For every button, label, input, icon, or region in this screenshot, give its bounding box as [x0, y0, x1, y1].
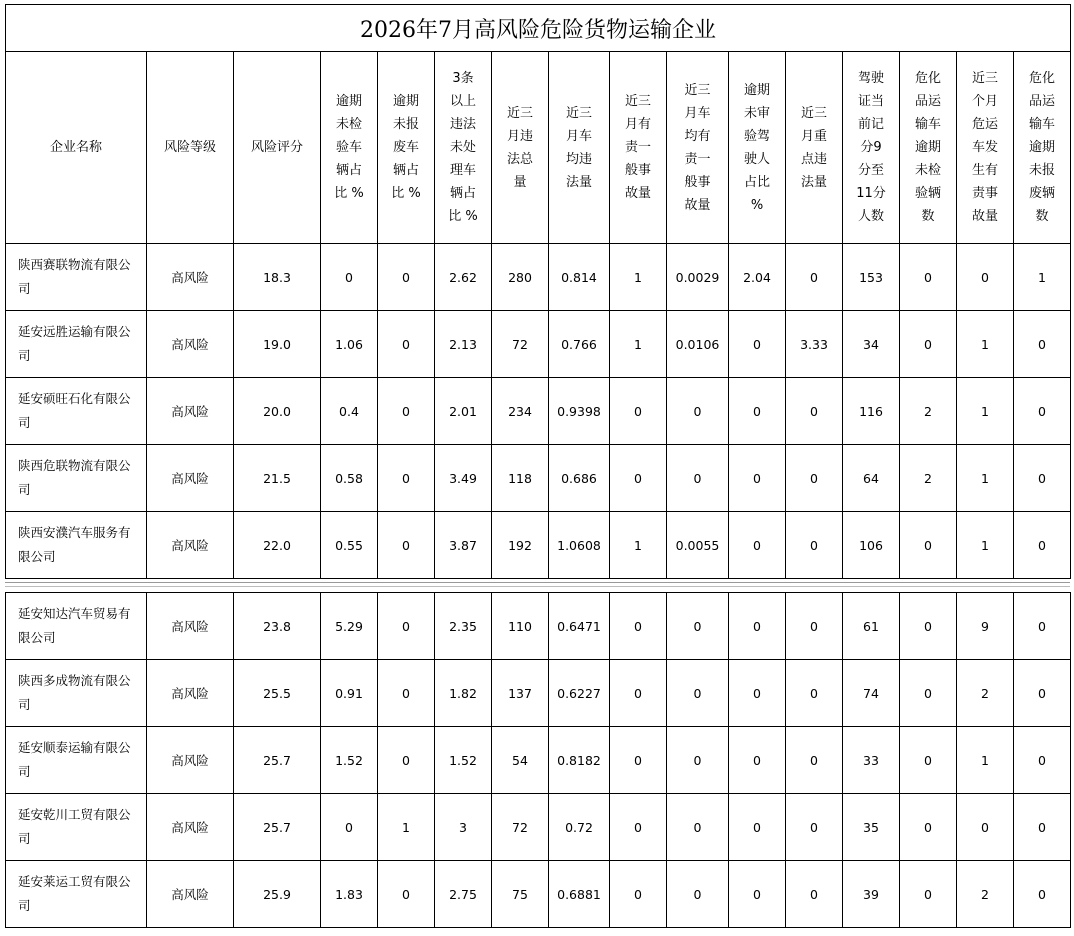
- value-cell: 0: [667, 660, 729, 727]
- value-cell: 0: [378, 311, 435, 378]
- value-cell: 1.82: [435, 660, 492, 727]
- risk-level-cell: 高风险: [147, 244, 234, 311]
- value-cell: 3.87: [435, 512, 492, 579]
- value-cell: 0: [667, 727, 729, 794]
- value-cell: 1.52: [435, 727, 492, 794]
- value-cell: 0: [900, 660, 957, 727]
- value-cell: 0: [786, 445, 843, 512]
- value-cell: 137: [492, 660, 549, 727]
- column-header-label: 近三月重点违法量: [800, 105, 827, 190]
- value-cell: 0: [786, 512, 843, 579]
- value-cell: 1: [610, 512, 667, 579]
- risk-level-cell: 高风险: [147, 445, 234, 512]
- table-row: [6, 512, 1071, 579]
- column-header-label: 驾驶证当前记分9分至11分人数: [856, 71, 886, 224]
- value-cell: 2.04: [729, 244, 786, 311]
- column-header-label: 近三月违法总量: [506, 105, 533, 190]
- risk-level-cell: 高风险: [147, 593, 234, 660]
- value-cell: 5.29: [321, 593, 378, 660]
- value-cell: 1.52: [321, 727, 378, 794]
- value-cell: 234: [492, 378, 549, 445]
- value-cell: 25.7: [234, 794, 321, 861]
- value-cell: 0: [1014, 593, 1071, 660]
- value-cell: 0: [786, 660, 843, 727]
- value-cell: 0.58: [321, 445, 378, 512]
- value-cell: 0: [729, 794, 786, 861]
- risk-level-cell: 高风险: [147, 660, 234, 727]
- risk-level-cell: 高风险: [147, 861, 234, 928]
- value-cell: 0: [729, 861, 786, 928]
- column-header-label: 近三月车均有责一般事故量: [684, 82, 711, 213]
- value-cell: 0.6881: [549, 861, 610, 928]
- value-cell: 0: [786, 861, 843, 928]
- company-name-cell: 陕西多成物流有限公司: [6, 660, 147, 727]
- value-cell: 0.814: [549, 244, 610, 311]
- value-cell: 1: [378, 794, 435, 861]
- value-cell: 2.01: [435, 378, 492, 445]
- value-cell: 0: [957, 794, 1014, 861]
- table-body-part2: [6, 593, 1071, 928]
- value-cell: 22.0: [234, 512, 321, 579]
- value-cell: 0.0029: [667, 244, 729, 311]
- value-cell: 72: [492, 311, 549, 378]
- value-cell: 0: [1014, 445, 1071, 512]
- value-cell: 0: [667, 445, 729, 512]
- column-header-6: [492, 52, 549, 244]
- column-header-label: 逾期未审验驾驶人占比 %: [743, 82, 770, 213]
- value-cell: 0.55: [321, 512, 378, 579]
- column-header-15: [1014, 52, 1071, 244]
- value-cell: 19.0: [234, 311, 321, 378]
- column-header-label: 近三月有责一般事故量: [624, 94, 651, 201]
- value-cell: 0.6471: [549, 593, 610, 660]
- risk-enterprise-table-continued: [5, 592, 1071, 928]
- value-cell: 0: [667, 794, 729, 861]
- column-header-0: [6, 52, 147, 244]
- value-cell: 0: [729, 593, 786, 660]
- header-row: [6, 52, 1071, 244]
- value-cell: 0: [610, 378, 667, 445]
- value-cell: 2: [900, 445, 957, 512]
- value-cell: 0: [667, 861, 729, 928]
- value-cell: 1: [957, 378, 1014, 445]
- value-cell: 0: [729, 660, 786, 727]
- value-cell: 0: [610, 727, 667, 794]
- value-cell: 3.33: [786, 311, 843, 378]
- report-sheet: [5, 4, 1067, 928]
- company-name-cell: 延安硕旺石化有限公司: [6, 378, 147, 445]
- value-cell: 21.5: [234, 445, 321, 512]
- column-header-label: 危化品运输车逾期未报废辆数: [1028, 71, 1055, 224]
- company-name-cell: 延安顺泰运输有限公司: [6, 727, 147, 794]
- value-cell: 1: [957, 311, 1014, 378]
- value-cell: 0.8182: [549, 727, 610, 794]
- value-cell: 0.0106: [667, 311, 729, 378]
- page-break-separator: [5, 579, 1067, 592]
- value-cell: 192: [492, 512, 549, 579]
- value-cell: 25.7: [234, 727, 321, 794]
- value-cell: 0: [900, 861, 957, 928]
- value-cell: 118: [492, 445, 549, 512]
- value-cell: 0.766: [549, 311, 610, 378]
- value-cell: 0: [667, 378, 729, 445]
- value-cell: 0: [729, 378, 786, 445]
- risk-level-cell: 高风险: [147, 512, 234, 579]
- column-header-label: 风险评分: [250, 140, 303, 155]
- value-cell: 0: [900, 593, 957, 660]
- column-header-11: [786, 52, 843, 244]
- value-cell: 0: [729, 727, 786, 794]
- value-cell: 0: [378, 593, 435, 660]
- value-cell: 2.13: [435, 311, 492, 378]
- table-row: [6, 244, 1071, 311]
- value-cell: 2: [957, 660, 1014, 727]
- value-cell: 74: [843, 660, 900, 727]
- value-cell: 0: [378, 660, 435, 727]
- value-cell: 33: [843, 727, 900, 794]
- company-name-cell: 陕西安濮汽车服务有限公司: [6, 512, 147, 579]
- value-cell: 0: [378, 512, 435, 579]
- value-cell: 0: [610, 593, 667, 660]
- column-header-5: [435, 52, 492, 244]
- company-name-cell: 延安乾川工贸有限公司: [6, 794, 147, 861]
- column-header-13: [900, 52, 957, 244]
- value-cell: 1: [1014, 244, 1071, 311]
- value-cell: 110: [492, 593, 549, 660]
- value-cell: 0: [321, 244, 378, 311]
- column-header-label: 逾期未报废车辆占比 %: [391, 94, 421, 201]
- value-cell: 0: [900, 512, 957, 579]
- column-header-14: [957, 52, 1014, 244]
- value-cell: 2.35: [435, 593, 492, 660]
- value-cell: 280: [492, 244, 549, 311]
- value-cell: 1: [957, 727, 1014, 794]
- table-row: [6, 593, 1071, 660]
- column-header-10: [729, 52, 786, 244]
- value-cell: 23.8: [234, 593, 321, 660]
- value-cell: 106: [843, 512, 900, 579]
- value-cell: 0: [786, 244, 843, 311]
- value-cell: 0: [610, 660, 667, 727]
- company-name-cell: 延安远胜运输有限公司: [6, 311, 147, 378]
- value-cell: 0: [378, 244, 435, 311]
- value-cell: 0: [729, 445, 786, 512]
- value-cell: 0: [1014, 378, 1071, 445]
- value-cell: 2.62: [435, 244, 492, 311]
- value-cell: 39: [843, 861, 900, 928]
- value-cell: 61: [843, 593, 900, 660]
- value-cell: 1: [957, 512, 1014, 579]
- column-header-12: [843, 52, 900, 244]
- value-cell: 0.4: [321, 378, 378, 445]
- value-cell: 25.5: [234, 660, 321, 727]
- value-cell: 1.83: [321, 861, 378, 928]
- value-cell: 0: [1014, 727, 1071, 794]
- value-cell: 0: [610, 861, 667, 928]
- value-cell: 0: [786, 794, 843, 861]
- value-cell: 0: [729, 512, 786, 579]
- value-cell: 0: [900, 244, 957, 311]
- value-cell: 64: [843, 445, 900, 512]
- value-cell: 0: [786, 593, 843, 660]
- column-header-1: [147, 52, 234, 244]
- value-cell: 0: [900, 794, 957, 861]
- value-cell: 0: [1014, 311, 1071, 378]
- value-cell: 0: [321, 794, 378, 861]
- value-cell: 3: [435, 794, 492, 861]
- column-header-label: 近三月车均违法量: [565, 105, 592, 190]
- table-row: [6, 445, 1071, 512]
- value-cell: 0: [957, 244, 1014, 311]
- value-cell: 0: [900, 727, 957, 794]
- risk-level-cell: 高风险: [147, 727, 234, 794]
- value-cell: 72: [492, 794, 549, 861]
- table-row: [6, 311, 1071, 378]
- value-cell: 75: [492, 861, 549, 928]
- value-cell: 0: [378, 378, 435, 445]
- value-cell: 3.49: [435, 445, 492, 512]
- table-body-part1: [6, 244, 1071, 579]
- value-cell: 20.0: [234, 378, 321, 445]
- table-row: [6, 794, 1071, 861]
- column-header-label: 逾期未检验车辆占比 %: [334, 94, 364, 201]
- value-cell: 35: [843, 794, 900, 861]
- company-name-cell: 陕西赛联物流有限公司: [6, 244, 147, 311]
- value-cell: 2.75: [435, 861, 492, 928]
- value-cell: 9: [957, 593, 1014, 660]
- value-cell: 0: [610, 445, 667, 512]
- column-header-label: 企业名称: [49, 140, 102, 155]
- risk-level-cell: 高风险: [147, 311, 234, 378]
- column-header-label: 危化品运输车逾期未检验辆数: [914, 71, 941, 224]
- value-cell: 0: [786, 727, 843, 794]
- value-cell: 0.91: [321, 660, 378, 727]
- value-cell: 0: [378, 861, 435, 928]
- value-cell: 153: [843, 244, 900, 311]
- value-cell: 1.06: [321, 311, 378, 378]
- column-header-label: 风险等级: [163, 140, 216, 155]
- value-cell: 0.686: [549, 445, 610, 512]
- table-row: [6, 660, 1071, 727]
- risk-enterprise-table: [5, 4, 1071, 579]
- value-cell: 1: [957, 445, 1014, 512]
- value-cell: 116: [843, 378, 900, 445]
- value-cell: 2: [900, 378, 957, 445]
- value-cell: 25.9: [234, 861, 321, 928]
- value-cell: 0: [610, 794, 667, 861]
- column-header-8: [610, 52, 667, 244]
- value-cell: 1: [610, 244, 667, 311]
- table-row: [6, 861, 1071, 928]
- value-cell: 18.3: [234, 244, 321, 311]
- value-cell: 0: [729, 311, 786, 378]
- value-cell: 0.72: [549, 794, 610, 861]
- value-cell: 0.9398: [549, 378, 610, 445]
- table-row: [6, 378, 1071, 445]
- table-row: [6, 727, 1071, 794]
- company-name-cell: 延安莱运工贸有限公司: [6, 861, 147, 928]
- value-cell: 0: [1014, 660, 1071, 727]
- value-cell: 54: [492, 727, 549, 794]
- value-cell: 0: [378, 727, 435, 794]
- value-cell: 0: [786, 378, 843, 445]
- column-header-4: [378, 52, 435, 244]
- risk-level-cell: 高风险: [147, 794, 234, 861]
- column-header-7: [549, 52, 610, 244]
- risk-level-cell: 高风险: [147, 378, 234, 445]
- column-header-3: [321, 52, 378, 244]
- table-title: 2026年7月高风险危险货物运输企业: [6, 5, 1071, 52]
- value-cell: 0: [900, 311, 957, 378]
- column-header-label: 近三个月危运车发生有责事故量: [971, 71, 998, 224]
- value-cell: 1: [610, 311, 667, 378]
- value-cell: 0.6227: [549, 660, 610, 727]
- value-cell: 2: [957, 861, 1014, 928]
- value-cell: 0: [1014, 861, 1071, 928]
- column-header-label: 3条以上违法未处理车辆占比 %: [448, 71, 478, 224]
- company-name-cell: 延安知达汽车贸易有限公司: [6, 593, 147, 660]
- value-cell: 34: [843, 311, 900, 378]
- column-header-2: [234, 52, 321, 244]
- value-cell: 0: [1014, 794, 1071, 861]
- column-header-9: [667, 52, 729, 244]
- value-cell: 0: [667, 593, 729, 660]
- value-cell: 0: [1014, 512, 1071, 579]
- value-cell: 0.0055: [667, 512, 729, 579]
- value-cell: 1.0608: [549, 512, 610, 579]
- value-cell: 0: [378, 445, 435, 512]
- company-name-cell: 陕西危联物流有限公司: [6, 445, 147, 512]
